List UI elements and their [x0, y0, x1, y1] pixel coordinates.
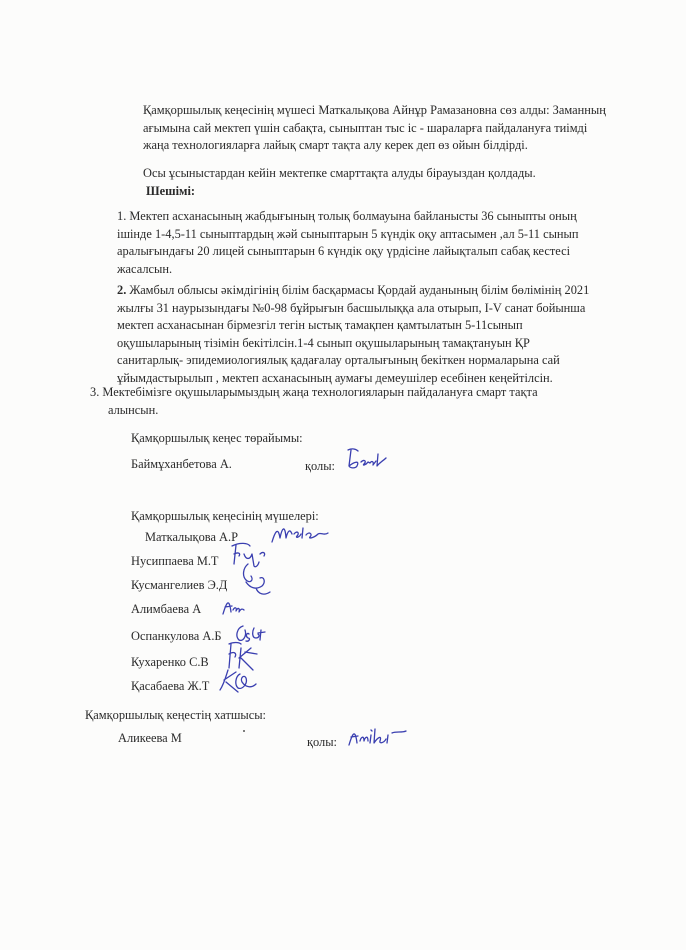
secretary-title: Қамқоршылық кеңестің хатшысы: [85, 708, 267, 722]
decision-2-line: оқушыларының тізімін бекітілсін.1-4 сынып оқушыларының тамақтануын ҚР [117, 335, 530, 350]
decision-2-line: санитарлық- эпидемиологиялық қадағалау орталығының бекіткен нормаларына сай [117, 353, 560, 367]
secretary-signature [346, 723, 410, 749]
chair-signature [342, 446, 390, 472]
member-name: Кусмангелиев Э.Д [131, 578, 228, 592]
ink-dot [243, 730, 245, 732]
secretary-sign-label: қолы: [307, 735, 338, 749]
member-name: Кухаренко С.В [131, 655, 209, 669]
decision-2-line: 2. Жамбыл облысы әкімдігінің білім басқармасы Қордай ауданының білім бөлімінің 2021 [117, 283, 590, 297]
intro-line: жаңа технологияларға лайық смарт тақта алу керек деп өз ойын білдірді. [143, 138, 528, 152]
decision-1-line: ішінде 1-4,5-11 сыныптардың жәй сыныптарын 5 күндік оқу аптасымен ,ал 5-11 сынып [117, 226, 579, 241]
intro-line: ағымына сай мектеп үшін сабақта, сыныптан тыс іс - шараларға пайдалануға тиімді [143, 120, 588, 135]
intro-support-text: Осы ұсыныстардан кейін мектепке смарттақта алуды бірауыздан қолдады. [143, 166, 536, 180]
chair-name: Баймұханбетова А. [131, 457, 232, 471]
intro-line: Қамқоршылық кеңесінің мүшесі Маткалықова Айнұр Рамазановна сөз алды: Заманның [143, 103, 606, 117]
member-signature [270, 520, 330, 548]
members-title: Қамқоршылық кеңесінің мүшелері: [131, 509, 319, 523]
member-name: Оспанкулова А.Б [131, 629, 222, 643]
decision-3-line: 3. Мектебімізге оқушыларымыздың жаңа технологияларын пайдалануға смарт тақта [90, 385, 538, 399]
decision-1-line: жасалсын. [117, 261, 173, 276]
decision-3 [90, 384, 538, 419]
member-name: Маткалықова А.Р [145, 530, 238, 544]
member-signature [220, 594, 246, 618]
member-name: Қасабаева Ж.Т [131, 679, 210, 693]
decision-heading: Шешімі: [146, 184, 196, 198]
decision-3-line: алынсын. [108, 402, 159, 417]
decision-2 [117, 282, 589, 387]
member-name: Нусиппаева М.Т [131, 554, 219, 568]
decision-1-line: аралығындағы 20 лицей сыныптарын 6 күндік оқу үрдісіне лайықталып сабақ кестесі [117, 244, 571, 258]
decision-2-line: жылғы 31 наурызындағы №0-98 бұйрығын басшылыққа ала отырып, I-V санат бойынша [117, 300, 586, 315]
chair-title: Қамқоршылық кеңес төрайымы: [131, 431, 303, 445]
member-signature [216, 666, 260, 696]
decision-1-line: 1. Мектеп асханасының жабдығының толық болмауына байланысты 36 сыныпты оның [117, 209, 577, 223]
secretary-name: Аликеева М [118, 731, 182, 745]
decision-2-line: ұйымдастырылып , мектеп асханасының аумағы демеушілер есебінен кеңейтілсін. [117, 370, 553, 385]
decision-2-number: 2. [117, 283, 127, 297]
decision-2-line: мектеп асханасынан бірмезгіл тегін ыстық тамақпен қамтылатын 5-11сынып [117, 318, 523, 332]
chair-sign-label: қолы: [305, 459, 336, 473]
member-name: Алимбаева А [131, 602, 202, 616]
decision-1 [117, 208, 579, 278]
intro-paragraph [143, 102, 606, 155]
